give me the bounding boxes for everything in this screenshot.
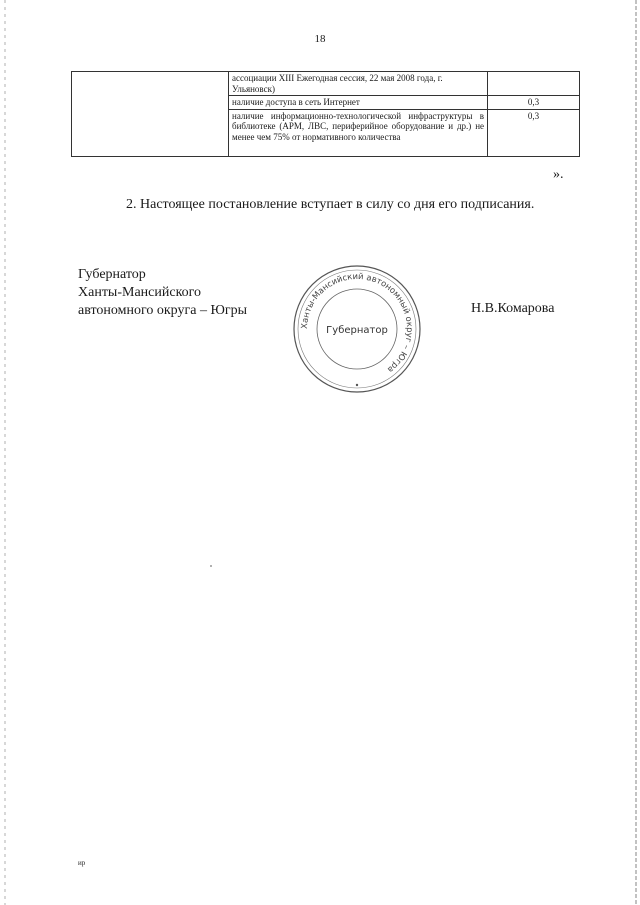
official-seal [287,259,427,399]
table-row [72,72,580,96]
signer-region-2: автономного округа – Югры [78,303,247,318]
seal-center-text: Губернатор [326,325,388,336]
score-cell: 0,3 [488,109,580,156]
seal-ring-text: Ханты-Мансийский автономный округ – Югра [298,270,416,376]
signatory-name: Н.В.Комарова [471,301,555,316]
closing-quote: ». [553,167,564,182]
table-cell-empty [72,72,229,157]
scan-speck [210,565,212,567]
signer-title: Губернатор [78,267,146,282]
criterion-cell: ассоциации XIII Ежегодная сессия, 22 мая 2008 года, г. Ульяновск) [229,72,488,96]
criteria-table [71,71,580,157]
page-number: 18 [314,33,326,45]
criterion-cell [229,109,488,156]
scan-edge-left [4,0,6,905]
footer-mark: ир [78,859,86,867]
scan-edge-right [635,0,637,905]
signer-block [78,266,247,320]
score-cell: 0,3 [488,96,580,110]
criterion-text: наличие информационно-технологической инфраструктуры в библиотеке (АРМ, ЛВС, периферийное оборудование и др.) не менее чем 75% от нормативного количества [232,110,484,142]
seal-star-icon [356,384,358,386]
signer-region: Ханты-Мансийского [78,285,202,300]
paragraph-2: 2. Настоящее постановление вступает в силу со дня его подписания. [126,197,535,212]
criterion-cell: наличие доступа в сеть Интернет [229,96,488,110]
score-cell [488,72,580,96]
